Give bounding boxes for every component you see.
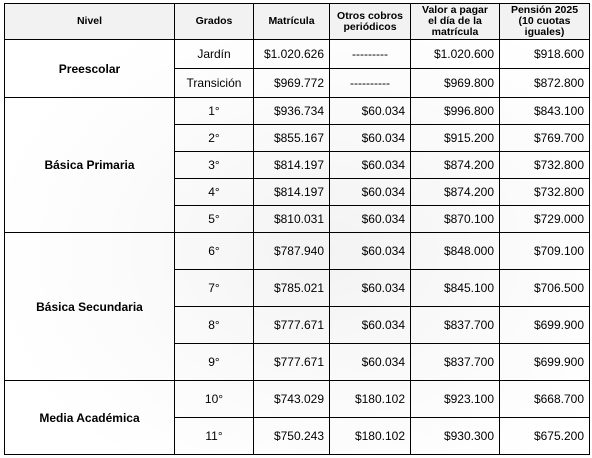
otros-cell: $60.034 [330, 206, 411, 233]
header-otros-line1: Otros cobros [337, 9, 403, 22]
grade-cell: 6° [175, 233, 254, 270]
grade-cell: 10° [175, 381, 254, 418]
header-row [5, 4, 590, 40]
tuition-table [4, 3, 590, 455]
header-valor-pagar [411, 4, 500, 40]
otros-cell: $60.034 [330, 152, 411, 179]
otros-cell: $60.034 [330, 307, 411, 344]
otros-cell: ---------- [330, 69, 411, 98]
header-matricula: Matrícula [254, 4, 330, 40]
otros-cell: --------- [330, 40, 411, 69]
grade-cell: Jardín [175, 40, 254, 69]
otros-cell: $180.102 [330, 418, 411, 455]
matricula-cell: $750.243 [254, 418, 330, 455]
level-secundaria: Básica Secundaria [5, 233, 175, 381]
pension-cell: $706.500 [500, 270, 590, 307]
otros-cell: $60.034 [330, 179, 411, 206]
matricula-cell: $969.772 [254, 69, 330, 98]
level-primaria: Básica Primaria [5, 98, 175, 233]
valor-cell: $874.200 [411, 152, 500, 179]
level-preescolar: Preescolar [5, 40, 175, 98]
header-pension-line3: iguales) [524, 26, 565, 38]
pension-cell: $699.900 [500, 307, 590, 344]
valor-cell: $1.020.600 [411, 40, 500, 69]
pension-cell: $675.200 [500, 418, 590, 455]
valor-cell: $837.700 [411, 344, 500, 381]
matricula-cell: $814.197 [254, 179, 330, 206]
pension-cell: $732.800 [500, 179, 590, 206]
grade-cell: 5° [175, 206, 254, 233]
pension-cell: $729.000 [500, 206, 590, 233]
header-otros-line2: periódicos [343, 20, 397, 33]
valor-cell: $923.100 [411, 381, 500, 418]
valor-cell: $969.800 [411, 69, 500, 98]
grade-cell: Transición [175, 69, 254, 98]
header-nivel: Nivel [5, 4, 175, 40]
otros-cell: $60.034 [330, 98, 411, 125]
valor-cell: $915.200 [411, 125, 500, 152]
pension-cell: $769.700 [500, 125, 590, 152]
header-pension [500, 4, 590, 40]
table-row [5, 233, 590, 270]
valor-cell: $870.100 [411, 206, 500, 233]
table-row [5, 98, 590, 125]
matricula-cell: $777.671 [254, 344, 330, 381]
grade-cell: 8° [175, 307, 254, 344]
matricula-cell: $810.031 [254, 206, 330, 233]
otros-cell: $60.034 [330, 233, 411, 270]
header-valor-line1: Valor a pagar [422, 4, 488, 16]
grade-cell: 4° [175, 179, 254, 206]
grade-cell: 1° [175, 98, 254, 125]
pension-cell: $843.100 [500, 98, 590, 125]
table-row [5, 381, 590, 418]
otros-cell: $60.034 [330, 344, 411, 381]
matricula-cell: $777.671 [254, 307, 330, 344]
pension-cell: $709.100 [500, 233, 590, 270]
header-grados: Grados [175, 4, 254, 40]
valor-cell: $848.000 [411, 233, 500, 270]
header-pension-line1: Pensión 2025 [510, 4, 579, 16]
pension-cell: $699.900 [500, 344, 590, 381]
header-pension-line2: (10 cuotas [518, 15, 571, 27]
matricula-cell: $1.020.626 [254, 40, 330, 69]
matricula-cell: $785.021 [254, 270, 330, 307]
matricula-cell: $814.197 [254, 152, 330, 179]
valor-cell: $837.700 [411, 307, 500, 344]
level-media: Media Académica [5, 381, 175, 455]
header-valor-line3: matrícula [431, 26, 479, 38]
pension-cell: $668.700 [500, 381, 590, 418]
valor-cell: $845.100 [411, 270, 500, 307]
grade-cell: 11° [175, 418, 254, 455]
grade-cell: 7° [175, 270, 254, 307]
matricula-cell: $743.029 [254, 381, 330, 418]
grade-cell: 9° [175, 344, 254, 381]
pension-cell: $872.800 [500, 69, 590, 98]
grade-cell: 2° [175, 125, 254, 152]
header-valor-line2: el día de la [428, 15, 482, 27]
tuition-table-container [4, 3, 589, 454]
valor-cell: $874.200 [411, 179, 500, 206]
table-row [5, 40, 590, 69]
pension-cell: $732.800 [500, 152, 590, 179]
grade-cell: 3° [175, 152, 254, 179]
otros-cell: $60.034 [330, 270, 411, 307]
matricula-cell: $787.940 [254, 233, 330, 270]
pension-cell: $918.600 [500, 40, 590, 69]
header-otros-cobros [330, 4, 411, 40]
otros-cell: $60.034 [330, 125, 411, 152]
matricula-cell: $855.167 [254, 125, 330, 152]
matricula-cell: $936.734 [254, 98, 330, 125]
otros-cell: $180.102 [330, 381, 411, 418]
valor-cell: $996.800 [411, 98, 500, 125]
valor-cell: $930.300 [411, 418, 500, 455]
